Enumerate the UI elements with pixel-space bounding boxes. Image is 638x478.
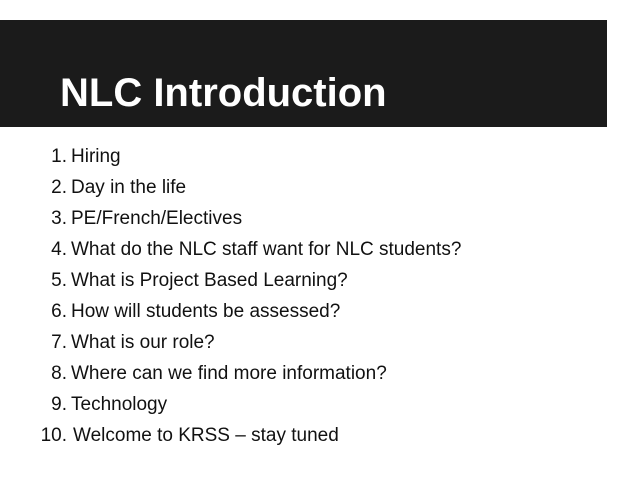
list-number: 5.	[51, 270, 67, 291]
list-item-text: Welcome to KRSS – stay tuned	[73, 425, 339, 446]
list-number: 8.	[51, 363, 67, 384]
list-number: 2.	[51, 177, 67, 198]
list-number: 6.	[51, 301, 67, 322]
list-item-text: Where can we find more information?	[71, 363, 387, 384]
list-number: 4.	[51, 239, 67, 260]
list-item-text: Day in the life	[71, 177, 187, 198]
list-item-text: What do the NLC staff want for NLC students?	[71, 239, 462, 260]
list-number: 3.	[51, 208, 67, 229]
list-number: 9.	[51, 394, 67, 415]
list-item-text: PE/French/Electives	[71, 208, 243, 229]
list-item-text: How will students be assessed?	[71, 301, 341, 322]
slide-title: NLC Introduction	[60, 71, 387, 115]
list-number: 1.	[51, 146, 67, 167]
list-item-text: What is our role?	[71, 332, 215, 353]
list-number: 7.	[51, 332, 67, 353]
list-item-text: Hiring	[71, 146, 121, 167]
list-item-text: Technology	[71, 394, 168, 415]
list-number: 10.	[40, 425, 67, 446]
list-item-text: What is Project Based Learning?	[71, 270, 348, 291]
